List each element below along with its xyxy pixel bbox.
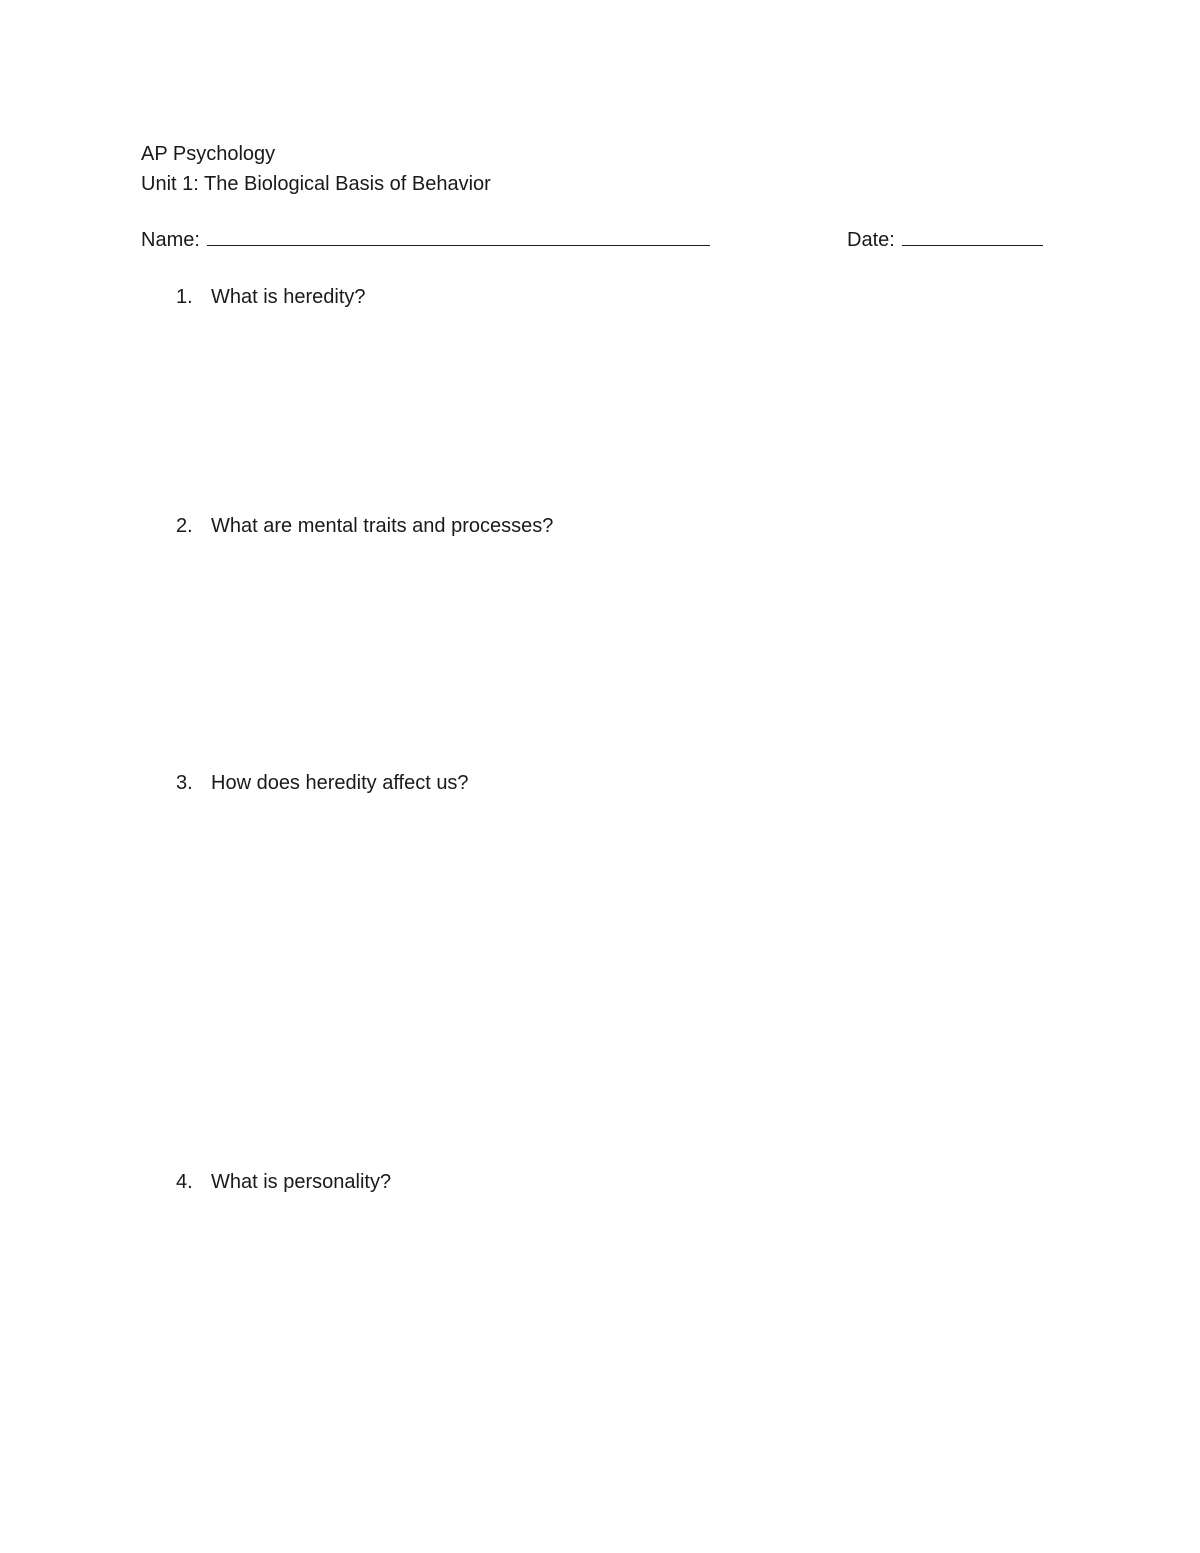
name-blank-line[interactable]	[207, 231, 710, 246]
name-label: Name:	[141, 229, 200, 251]
course-title: AP Psychology	[141, 143, 276, 165]
question-3-number: 3.	[176, 772, 193, 794]
question-1-text: What is heredity?	[211, 286, 366, 308]
date-field-row	[847, 230, 1043, 250]
question-1-number: 1.	[176, 286, 193, 308]
unit-title: Unit 1: The Biological Basis of Behavior	[141, 173, 491, 195]
name-field-row	[141, 230, 710, 250]
date-blank-line[interactable]	[902, 231, 1043, 246]
question-4-text: What is personality?	[211, 1171, 392, 1193]
question-2-number: 2.	[176, 515, 193, 537]
question-4-number: 4.	[176, 1171, 193, 1193]
question-2-text: What are mental traits and processes?	[211, 515, 554, 537]
question-3-text: How does heredity affect us?	[211, 772, 469, 794]
date-label: Date:	[847, 229, 895, 251]
